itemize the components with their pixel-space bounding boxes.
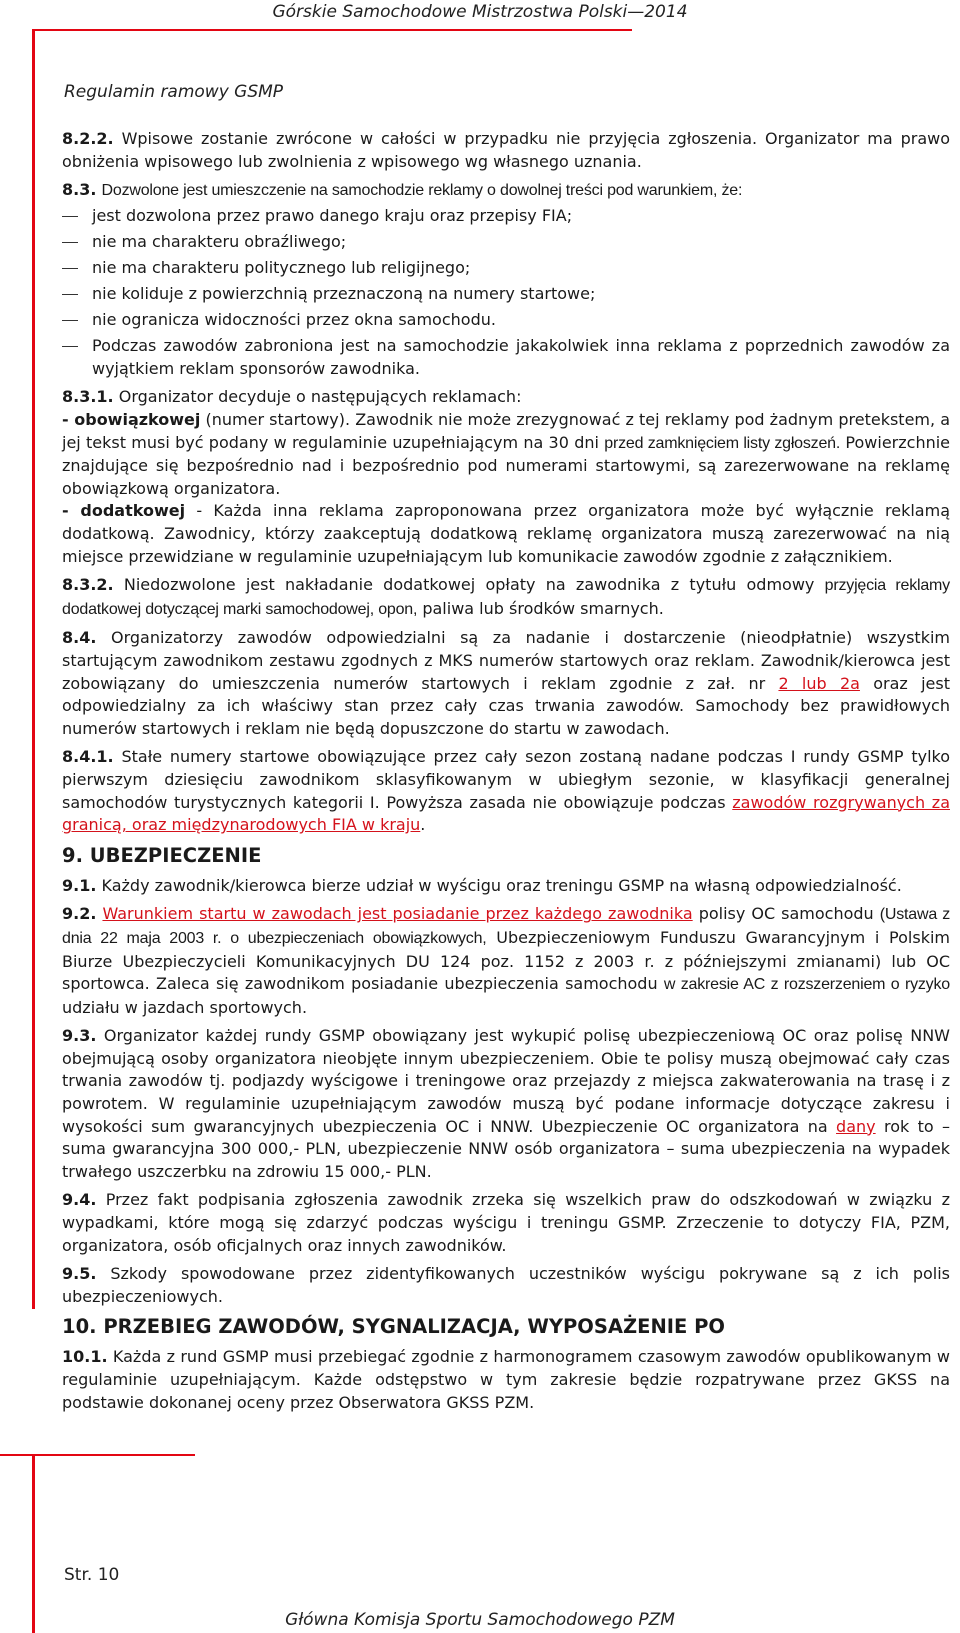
additional-ad-clause <box>62 500 950 568</box>
clause-label: - dodatkowej <box>62 501 186 521</box>
document-subtitle: Regulamin ramowy GSMP <box>64 82 284 102</box>
condition-list <box>62 205 950 381</box>
section-number: 9.5. <box>62 1264 97 1284</box>
left-margin-rule <box>32 29 35 1309</box>
list-item: nie ma charakteru politycznego lub religijnego; <box>62 257 950 280</box>
paragraph-8-4 <box>62 627 950 740</box>
paragraph-8-4-1 <box>62 746 950 836</box>
paragraph-text: Każda z rund GSMP musi przebiegać zgodnie z harmonogramem czasowym zawodów opublikowanym w regulaminie uzupełniającym. Każde odstępstwo w tym zakresie będzie rozpatrywane przez GKSS na podstawie dokonanej oceny przez Obserwatora GKSS PZM. <box>62 1347 951 1412</box>
section-number: 8.4. <box>62 628 97 648</box>
list-item: nie ogranicza widoczności przez okna samochodu. <box>62 309 950 332</box>
paragraph-text: w zakresie AC z rozszerzeniem o ryzyko <box>663 976 950 994</box>
paragraph-text: Wpisowe zostanie zwrócone w całości w przypadku nie przyjęcia zgłoszenia. Organizator ma prawo obniżenia wpisowego lub zwolnienia z wpisowego wg własnego uznania. <box>62 129 951 171</box>
paragraph-8-2-2 <box>62 128 950 173</box>
document-body <box>62 128 950 1420</box>
section-number: 9.2. <box>62 904 97 924</box>
list-item: jest dozwolona przez prawo danego kraju oraz przepisy FIA; <box>62 205 950 228</box>
list-item: Podczas zawodów zabroniona jest na samochodzie jakakolwiek inna reklama z poprzednich zawodów za wyjątkiem reklam sponsorów zawodnika. <box>62 335 950 380</box>
section-heading-insurance: 9. UBEZPIECZENIE <box>62 843 262 867</box>
paragraph-8-3-1 <box>62 386 950 409</box>
section-number: 9.4. <box>62 1190 97 1210</box>
start-condition-link[interactable]: Warunkiem startu w zawodach jest posiadanie przez każdego zawodnika <box>102 904 693 924</box>
section-number: 8.3. <box>62 180 97 200</box>
paragraph-8-3-2 <box>62 574 950 621</box>
paragraph-text: paliwa lub środków smarnych. <box>422 598 664 618</box>
section-number: 9.1. <box>62 875 97 895</box>
paragraph-text: Przez fakt podpisania zgłoszenia zawodnik zrzeka się wszelkich praw do odszkodowań w związku z wypadkami, które mogą się zdarzyć podczas wyścigu i treningu GSMP. Zrzeczenie to dotyczy FIA, PZM, organizatora, osób oficjalnych oraz innych zawodników. <box>62 1190 950 1255</box>
paragraph-text: (Ustawa z dnia 22 maja 2003 r. o ubezpieczeniach obowiązkowych, <box>62 906 950 947</box>
paragraph-9-5 <box>62 1263 950 1308</box>
list-item: nie ma charakteru obraźliwego; <box>62 231 950 254</box>
section-number: 8.2.2. <box>62 129 114 148</box>
clause-text: przed zamknięciem listy zgłoszeń. <box>604 434 841 452</box>
annex-link[interactable]: 2 lub 2a <box>778 673 860 693</box>
paragraph-10-1 <box>62 1346 950 1414</box>
header-rule <box>32 29 632 31</box>
clause-text: Powierzchnie znajdujące się bezpośrednio nad i bezpośrednio pod numerami startowymi, są zarezerwowane na reklamę obowiązkową organizatora. <box>62 432 951 498</box>
paragraph-8-3 <box>62 179 950 203</box>
page-number: Str. 10 <box>64 1565 120 1585</box>
footer-margin-rule <box>32 1454 35 1633</box>
section-number: 9.3. <box>62 1026 97 1046</box>
section-number: 8.3.2. <box>62 575 114 595</box>
paragraph-text: Ubezpieczeniowym Funduszu Gwarancyjnym i Polskim Biurze Ubezpieczycieli Komunikacyjnych DU 124 poz. 1152 z 2003 r. z późniejszymi zmianami) lub OC sportowca. Zaleca się zawodnikom posiadanie ubezpieczenia samochodu <box>62 927 951 994</box>
paragraph-text: przyjęcia reklamy dodatkowej dotyczącej marki samochodowej, opon, <box>62 577 950 618</box>
paragraph-text: Organizator decyduje o następujących reklamach: <box>118 387 522 407</box>
paragraph-text: Stałe numery startowe obowiązujące przez cały sezon zostaną nadane podczas I rundy GSMP tylko pierwszym dziesięciu zawodnikom sklasyfikowanym w ubiegłym sezonie, w klasyfikacji generalnej samochodów turystycznych kategorii I. Powyższa zasada nie obowiązuje podczas <box>62 747 950 812</box>
paragraph-tail: . <box>420 815 426 835</box>
paragraph-9-3 <box>62 1025 950 1183</box>
paragraph-text: oraz jest odpowiedzialny za ich właściwy stan przez cały czas trwania zawodów. Samochody bez prawidłowych numerów startowych i reklam nie będą dopuszczone do startu w zawodach. <box>62 673 950 738</box>
section-number: 10.1. <box>62 1347 108 1367</box>
paragraph-text: rok to – suma gwarancyjna 300 000,- PLN, ubezpieczenie NNW osób organizatora – suma ubezpieczenia na wypadek trwałego uszczerbku na zdrowiu 15 000,- PLN. <box>62 1116 950 1181</box>
running-header: Górskie Samochodowe Mistrzostwa Polski—2014 <box>272 2 688 22</box>
paragraph-text: Szkody spowodowane przez zidentyfikowanych uczestników wyścigu pokrywane są z ich polis ubezpieczeniowych. <box>62 1264 950 1306</box>
footer-rule <box>0 1454 195 1456</box>
mandatory-ad-clause <box>62 409 950 500</box>
paragraph-text: Dozwolone jest umieszczenie na samochodzie reklamy o dowolnej treści pod warunkiem, że: <box>101 182 743 200</box>
foreign-events-link[interactable]: zawodów rozgrywanych za granicą, oraz międzynarodowych FIA w kraju <box>62 792 950 835</box>
section-number: 8.4.1. <box>62 747 114 767</box>
year-link[interactable]: dany <box>836 1116 876 1136</box>
paragraph-9-2 <box>62 903 950 1019</box>
paragraph-9-4 <box>62 1189 950 1257</box>
section-number: 8.3.1. <box>62 387 114 407</box>
paragraph-text: polisy OC samochodu <box>698 904 874 924</box>
paragraph-text: Niedozwolone jest nakładanie dodatkowej opłaty na zawodnika z tytułu odmowy <box>123 575 815 595</box>
paragraph-text: udziału w jazdach sportowych. <box>62 997 308 1017</box>
paragraph-9-1 <box>62 875 950 898</box>
section-heading-course: 10. PRZEBIEG ZAWODÓW, SYGNALIZACJA, WYPOSAŻENIE PO <box>62 1315 726 1339</box>
clause-label: - obowiązkowej <box>62 410 201 430</box>
clause-text: (numer startowy). Zawodnik nie może zrezygnować z tej reklamy pod żadnym pretekstem, a jej tekst musi być podany w regulaminie uzupełniającym na 30 dni <box>62 410 951 452</box>
clause-text: - Każda inna reklama zaproponowana przez organizatora może być wyłącznie reklamą dodatkową. Zawodnicy, którzy zaakceptują dodatkową reklamę organizatora muszą zarezerwować na nią miejsce przewidziane w regulaminie uzupełniającym lub komunikacie zawodów zgodnie z załącznikiem. <box>62 501 950 566</box>
list-item: nie koliduje z powierzchnią przeznaczoną na numery startowe; <box>62 283 950 306</box>
paragraph-text: Organizator każdej rundy GSMP obowiązany jest wykupić polisę ubezpieczeniową OC oraz polisę NNW obejmującą osoby organizatora nieobjęte innym ubezpieczeniem. Obie te polisy muszą obejmować cały czas trwania zawodów tj. podjazdy wyścigowe i treningowe oraz przejazdy z miejsca zakwaterowania na trasę i z powrotem. W regulaminie uzupełniającym zawodów muszą być podane informacje dotyczące zakresu i wysokości sum gwarancyjnych ubezpieczenia OC i NNW. Ubezpieczenie OC organizatora na <box>62 1026 951 1136</box>
paragraph-text: Organizatorzy zawodów odpowiedzialni są za nadanie i dostarczenie (nieodpłatnie) wszystkim startującym zawodnikom zestawu zgodnych z MKS numerów startowych oraz reklam. Zawodnik/kierowca jest zobowiązany do umieszczenia numerów startowych i reklam zgodnie z zał. nr <box>62 628 950 693</box>
running-footer: Główna Komisja Sportu Samochodowego PZM <box>285 1610 675 1630</box>
paragraph-text: Każdy zawodnik/kierowca bierze udział w wyścigu oraz treningu GSMP na własną odpowiedzialność. <box>101 875 902 895</box>
